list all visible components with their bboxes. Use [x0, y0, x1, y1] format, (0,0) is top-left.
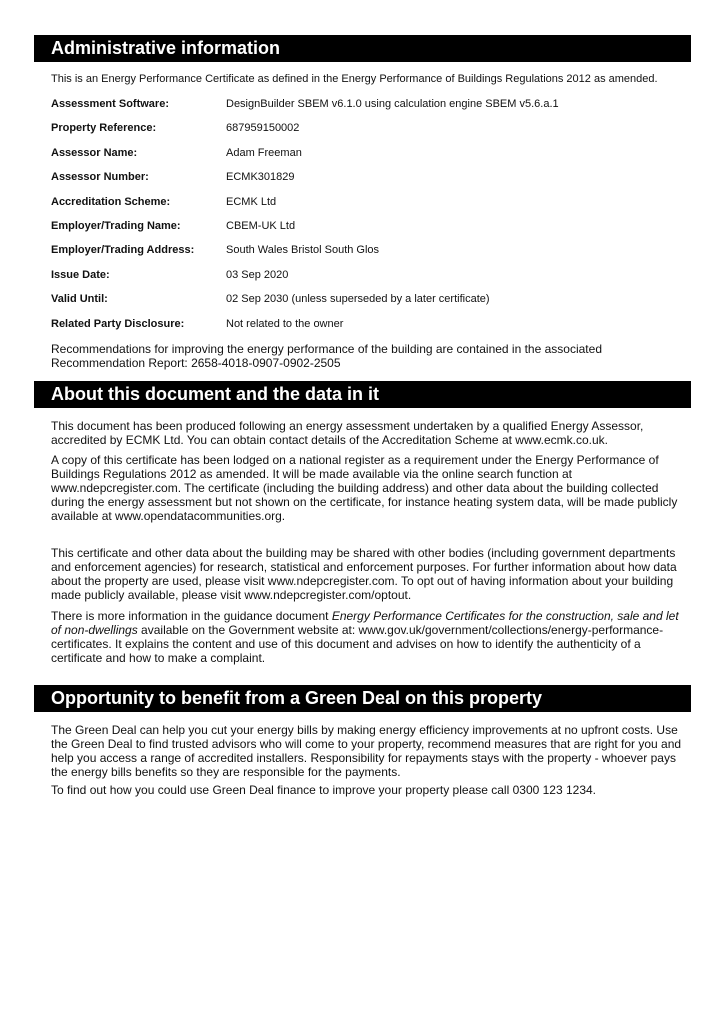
detail-row-employer-name — [51, 220, 691, 244]
detail-value: Adam Freeman — [226, 146, 302, 159]
about-paragraph-guidance — [51, 609, 691, 665]
admin-details-table — [51, 98, 691, 342]
detail-label: Property Reference: — [51, 122, 157, 135]
detail-value: 03 Sep 2020 — [226, 268, 289, 281]
detail-row-valid-until — [51, 293, 691, 317]
detail-value: 687959150002 — [226, 122, 300, 135]
detail-label: Employer/Trading Address: — [51, 244, 195, 257]
green-deal-section-heading: Opportunity to benefit from a Green Deal on this property — [34, 685, 691, 712]
green-deal-paragraph: The Green Deal can help you cut your energy bills by making energy efficiency improvements at no upfront costs. Use the Green Deal to find trusted advisors who will come to your property, recommend measures that are right for you and help you access a range of accredited installers. Responsibility for repayments stays with the property - whoever pays the energy bills benefits so they are responsible for the payments. — [51, 723, 682, 779]
detail-value: DesignBuilder SBEM v6.1.0 using calculation engine SBEM v5.6.a.1 — [226, 98, 559, 110]
guidance-document-title: Energy Performance Certificates for the construction, sale and let of non-dwellings — [51, 609, 679, 637]
detail-label: Related Party Disclosure: — [51, 317, 185, 330]
detail-value: CBEM-UK Ltd — [226, 219, 296, 232]
detail-row-employer-address — [51, 244, 691, 268]
guidance-text-start: There is more information in the guidance document — [51, 609, 332, 623]
guidance-text-end: available on the Government website at: www.gov.uk/government/collections/energy-performance-certificates. It explains the content and use of this document and advises on how to identify the authenticity of a certificate and how to make a complaint. — [51, 623, 664, 665]
about-paragraph-assessment: This document has been produced following an energy assessment undertaken by a qualified Energy Assessor, accredited by ECMK Ltd. You can obtain contact details of the Accreditation Scheme at www.ecmk.co.uk. — [51, 419, 644, 447]
detail-value: South Wales Bristol South Glos — [226, 244, 380, 257]
detail-row-software — [51, 98, 691, 122]
detail-label: Assessor Number: — [51, 171, 149, 184]
recommendation-report-note: Recommendations for improving the energy performance of the building are contained in the associated Recommendation Report: 2658-4018-0907-0902-2505 — [51, 342, 602, 370]
detail-row-assessor-name — [51, 147, 691, 171]
admin-intro: This is an Energy Performance Certificate as defined in the Energy Performance of Buildings Regulations 2012 as amended. — [51, 73, 658, 85]
detail-row-related-party — [51, 318, 691, 342]
detail-label: Accreditation Scheme: — [51, 195, 171, 208]
detail-row-issue-date — [51, 269, 691, 293]
about-paragraph-data-sharing: This certificate and other data about the building may be shared with other bodies (including government departments and enforcement agencies) for research, statistical and enforcement purposes. For further information about how data about the property are used, please visit www.ndepcregister.com. To opt out of having information about your building made publicly available, please visit www.ndepcregister.com/optout. — [51, 546, 677, 602]
detail-label: Assessment Software: — [51, 98, 169, 110]
detail-label: Assessor Name: — [51, 146, 138, 159]
admin-section-heading: Administrative information — [34, 35, 691, 62]
about-paragraph-register: A copy of this certificate has been lodged on a national register as a requirement under the Energy Performance of Buildings Regulations 2012 as amended. It will be made available via the online search function at www.ndepcregister.com. The certificate (including the building address) and other data about the building collected during the energy assessment but not shown on the certificate, for instance heating system data, will be made publicly available at www.opendatacommunities.org. — [51, 453, 678, 523]
green-deal-contact: To find out how you could use Green Deal finance to improve your property please call 0300 123 1234. — [51, 783, 597, 797]
detail-value: Not related to the owner — [226, 317, 344, 330]
detail-label: Issue Date: — [51, 268, 110, 281]
detail-label: Valid Until: — [51, 293, 108, 306]
detail-value: ECMK301829 — [226, 171, 295, 184]
detail-row-accreditation-scheme — [51, 196, 691, 220]
detail-label: Employer/Trading Name: — [51, 219, 181, 232]
detail-row-assessor-number — [51, 171, 691, 195]
detail-value: 02 Sep 2030 (unless superseded by a later certificate) — [226, 293, 490, 306]
detail-row-property-reference — [51, 122, 691, 146]
detail-value: ECMK Ltd — [226, 195, 277, 208]
about-section-heading: About this document and the data in it — [34, 381, 691, 408]
